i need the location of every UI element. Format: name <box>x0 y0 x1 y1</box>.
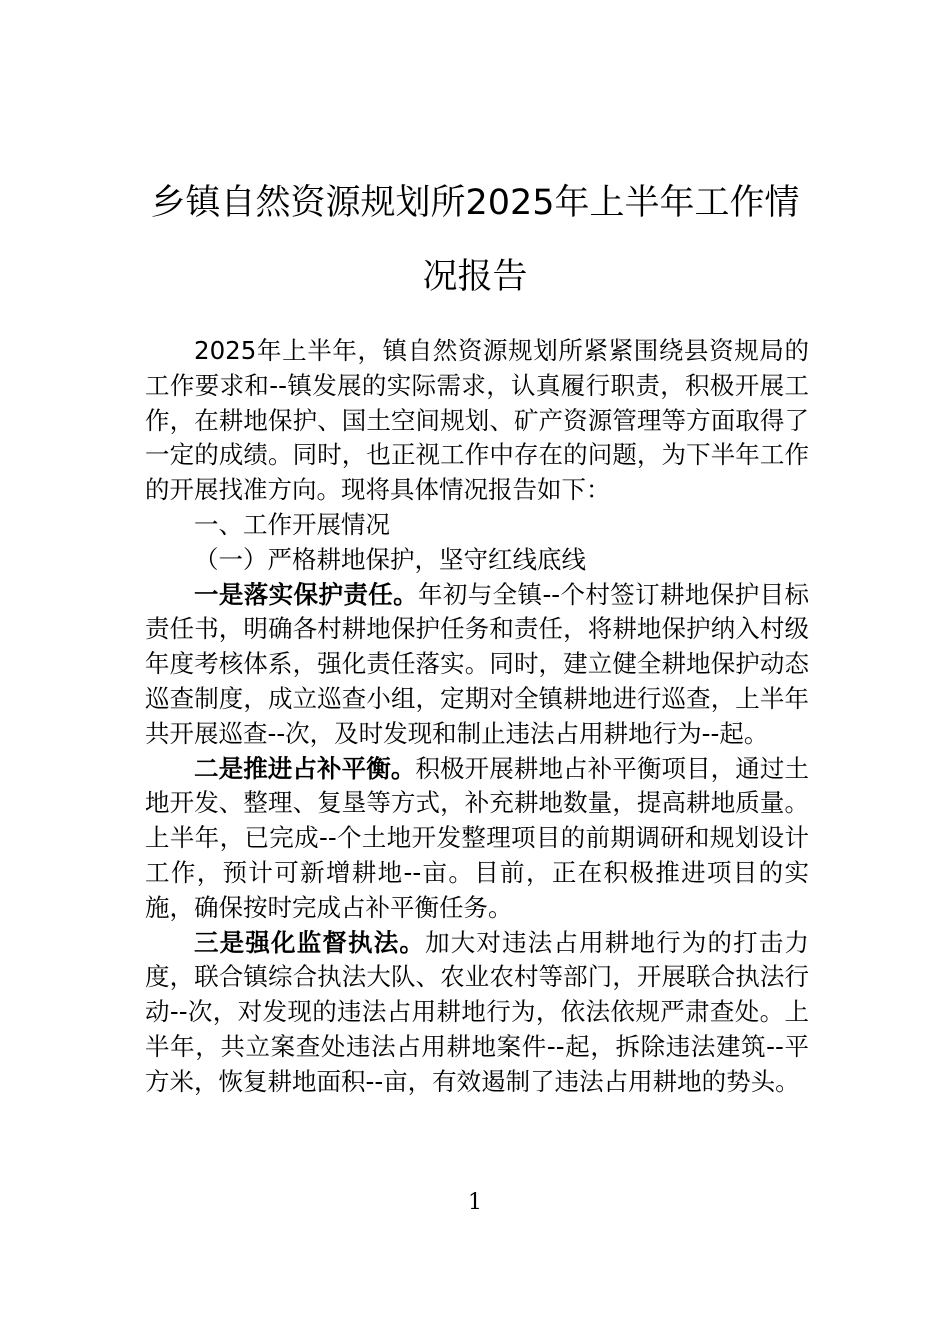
document-title: 乡镇自然资源规划所2025年上半年工作情况报告 <box>150 183 800 297</box>
subsection-heading-text: （一）严格耕地保护，坚守红线底线 <box>194 544 586 574</box>
paragraph-text: 加大对违法占用耕地行为的打击力度，联合镇综合执法大队、农业农村等部门，开展联合执法行动--次，对发现的违法占用耕地行为，依法依规严肃查处。上半年，共立案查处违法占用耕地案件--起，拆除违法建筑--平方米，恢复耕地面积--亩，有效遏制了违法占用耕地的势头。 <box>145 927 810 1096</box>
paragraph-lead: 二是推进占补平衡。 <box>194 753 416 783</box>
intro-paragraph <box>145 334 809 508</box>
paragraph-lead: 三是强化监督执法。 <box>194 927 426 957</box>
section-heading <box>145 508 809 543</box>
paragraph-text: 年初与全镇--个村签订耕地保护目标责任书，明确各村耕地保护任务和责任，将耕地保护纳入村级年度考核体系，强化责任落实。同时，建立健全耕地保护动态巡查制度，成立巡查小组，定期对全镇耕地进行巡查，上半年共开展巡查--次，及时发现和制止违法占用耕地行为--起。 <box>145 579 809 748</box>
page-number: 1 <box>468 1190 482 1215</box>
paragraph-text: 2025年上半年，镇自然资源规划所紧紧围绕县资规局的工作要求和--镇发展的实际需求，认真履行职责，积极开展工作，在耕地保护、国土空间规划、矿产资源管理等方面取得了一定的成绩。同时，也正视工作中存在的问题，为下半年工作的开展找准方向。现将具体情况报告如下： <box>145 336 809 505</box>
subsection-heading <box>145 543 809 578</box>
body-paragraph <box>145 752 809 926</box>
paragraph-text: 积极开展耕地占补平衡项目，通过土地开发、整理、复垦等方式，补充耕地数量，提高耕地质量。上半年，已完成--个土地开发整理项目的前期调研和规划设计工作，预计可新增耕地--亩。目前，正在积极推进项目的实施，确保按时完成占补平衡任务。 <box>145 753 809 922</box>
body-paragraph <box>145 578 809 752</box>
body-paragraph <box>145 926 809 1100</box>
section-heading-text: 一、工作开展情况 <box>194 509 390 539</box>
document-body <box>145 334 809 1100</box>
paragraph-lead: 一是落实保护责任。 <box>194 579 418 609</box>
